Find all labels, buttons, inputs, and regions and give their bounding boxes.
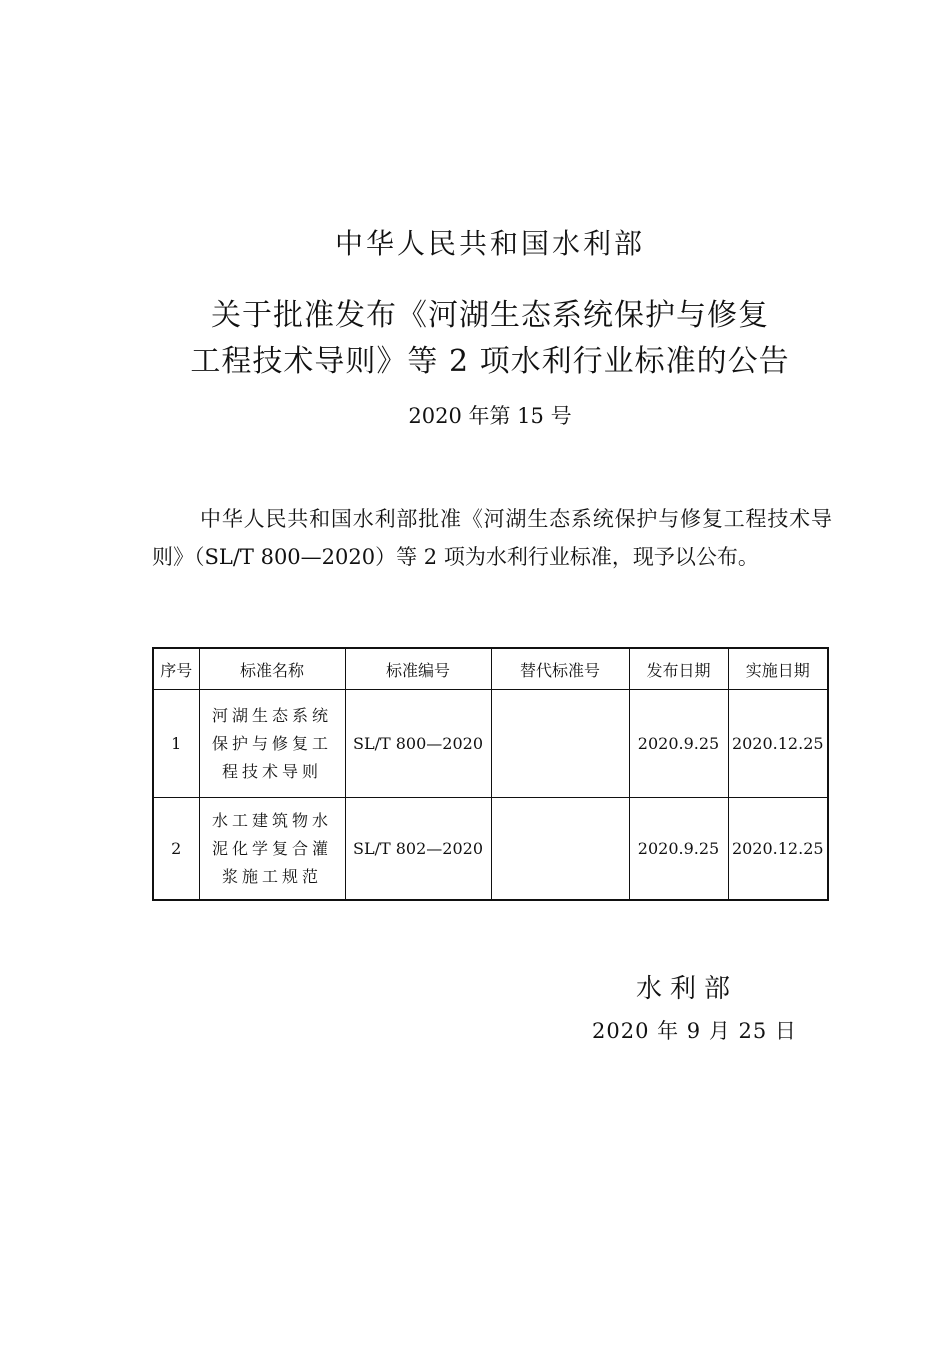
table-header-row xyxy=(153,648,828,690)
row-standard-name: 河湖生态系统保护与修复工程技术导则 xyxy=(199,690,345,798)
row-standard-name: 水工建筑物水泥化学复合灌浆施工规范 xyxy=(199,798,345,901)
row-replaces xyxy=(491,690,629,798)
header-code: 标准编号 xyxy=(345,648,491,690)
row-publish-date: 2020.9.25 xyxy=(629,798,728,901)
row-effective-date: 2020.12.25 xyxy=(728,798,828,901)
header-no: 序号 xyxy=(153,648,199,690)
standards-table xyxy=(152,647,829,901)
document-number: 2020 年第 15 号 xyxy=(408,404,572,428)
signature-issuer: 水利部 xyxy=(636,974,739,1004)
header-replaces: 替代标准号 xyxy=(491,648,629,690)
row-publish-date: 2020.9.25 xyxy=(629,690,728,798)
announcement-title-line-1: 关于批准发布《河湖生态系统保护与修复 xyxy=(211,298,769,333)
row-no: 2 xyxy=(153,798,199,901)
row-standard-code: SL/T 802—2020 xyxy=(345,798,491,901)
row-replaces xyxy=(491,798,629,901)
table-row xyxy=(153,690,828,798)
row-no: 1 xyxy=(153,690,199,798)
header-effective-date: 实施日期 xyxy=(728,648,828,690)
header-name: 标准名称 xyxy=(199,648,345,690)
header-publish-date: 发布日期 xyxy=(629,648,728,690)
announcement-title-line-2: 工程技术导则》等 2 项水利行业标准的公告 xyxy=(190,344,790,379)
announcement-body: 中华人民共和国水利部批准《河湖生态系统保护与修复工程技术导则》（SL/T 800—2020）等 2 项为水利行业标准，现予以公布。 xyxy=(152,507,832,569)
row-standard-code: SL/T 800—2020 xyxy=(345,690,491,798)
table-row xyxy=(153,798,828,901)
row-effective-date: 2020.12.25 xyxy=(728,690,828,798)
signature-date: 2020 年 9 月 25 日 xyxy=(592,1019,797,1043)
issuing-authority: 中华人民共和国水利部 xyxy=(334,227,645,260)
